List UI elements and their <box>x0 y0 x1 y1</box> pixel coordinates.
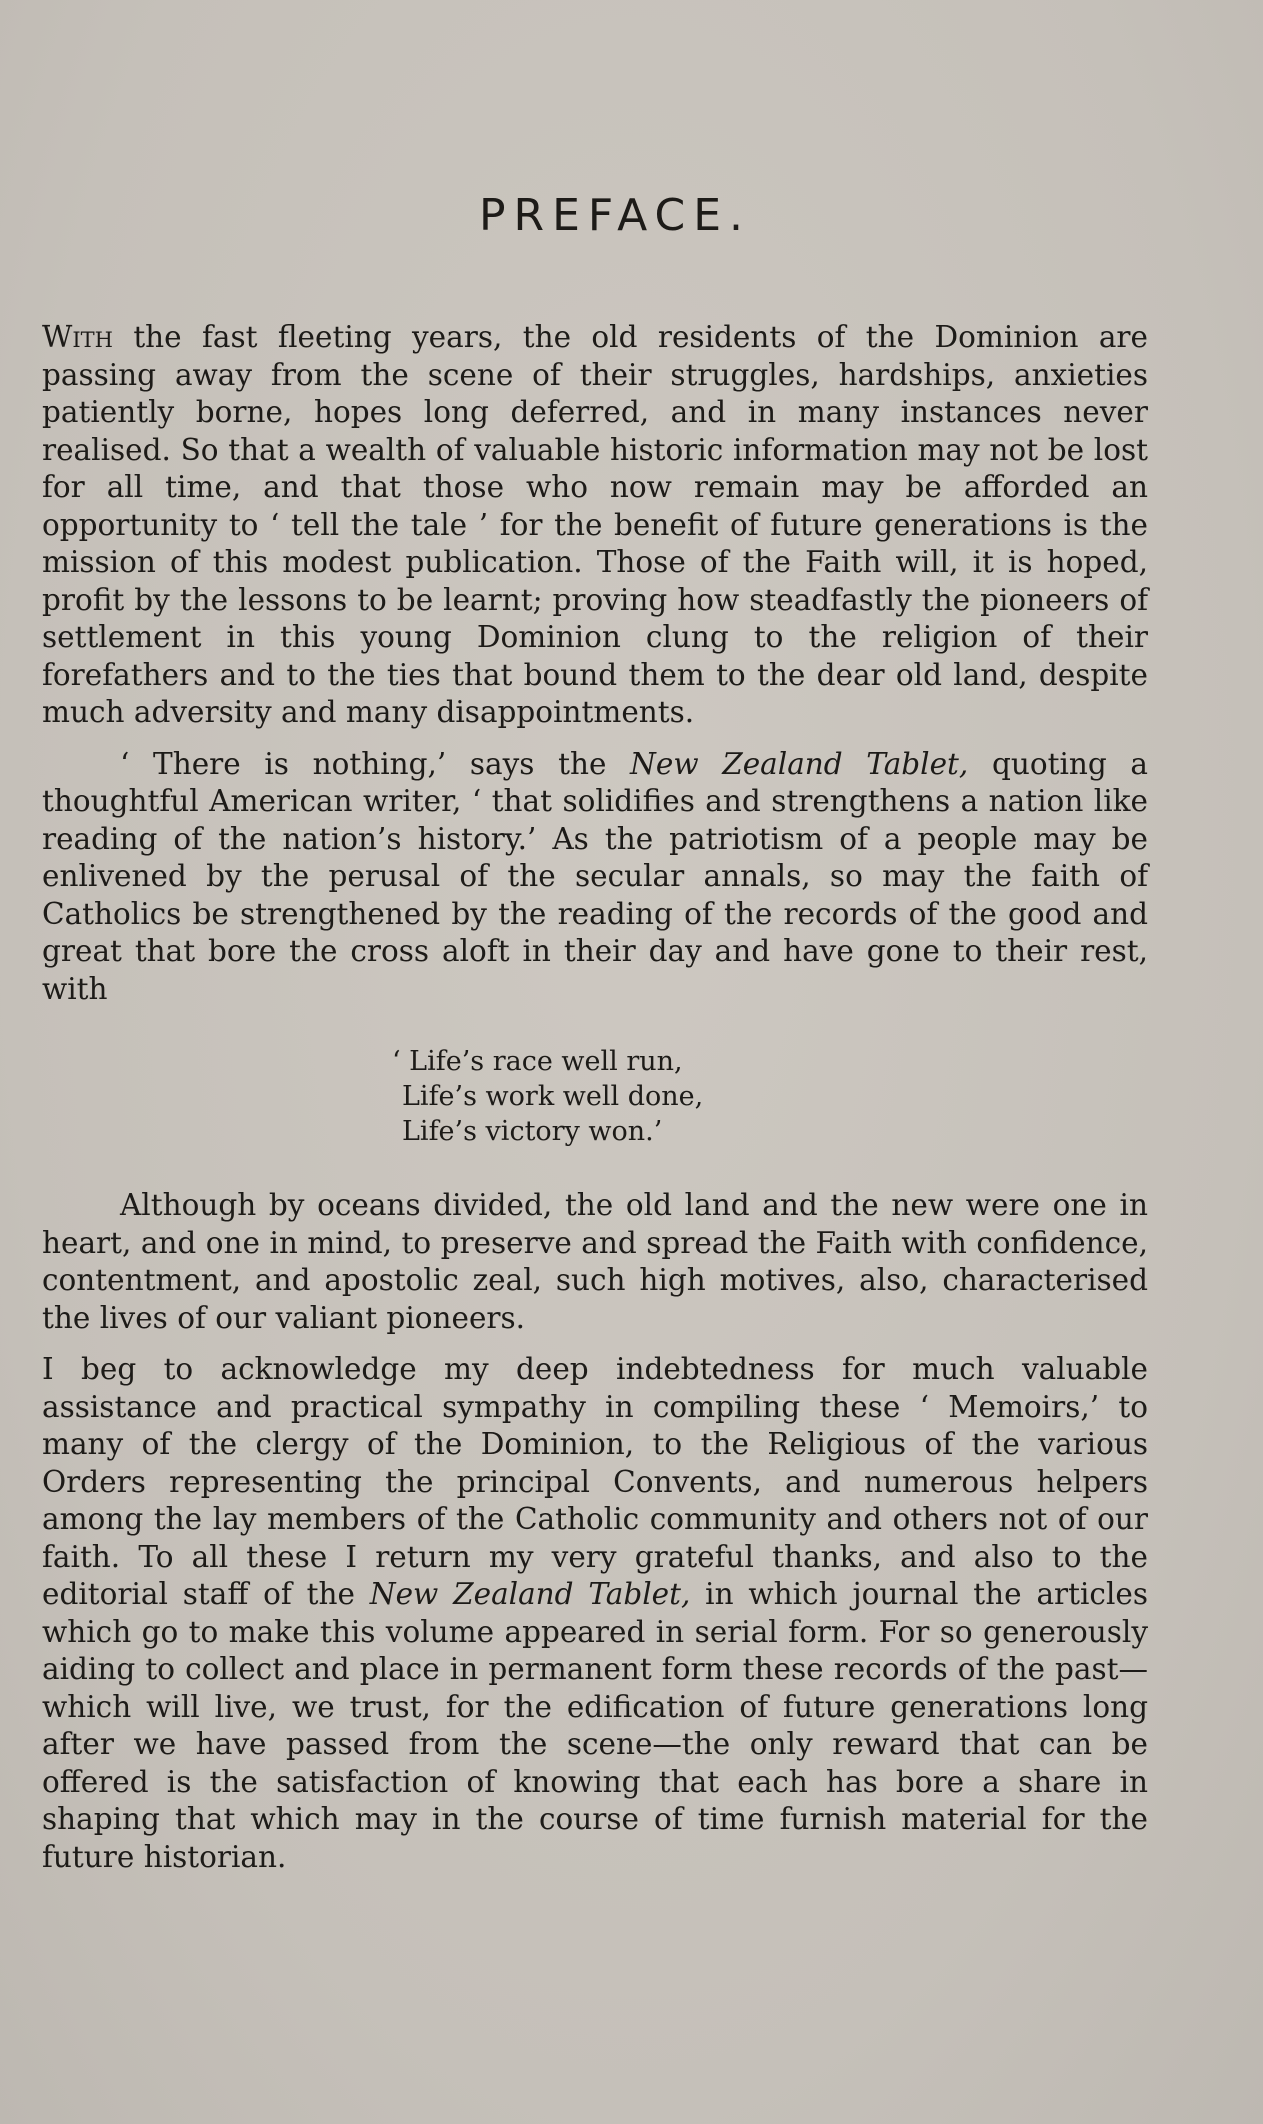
verse-line-3: Life’s victory won.’ <box>402 1116 663 1147</box>
paragraph-4-text-b: in which journal the articles which go to make this volume appeared in serial form. For so generously aiding to collect and place in permanent form these records of the past—which will live, we trust, for the edification of future generations long after we have passed from the scene—the only reward that can be offered is the satisfaction of knowing that each has bore a share in shaping that which may in the course of time furnish material for the future historian. <box>42 1577 1148 1874</box>
paragraph-4 <box>42 1351 1148 1876</box>
paragraph-4-italic-title: New Zealand Tablet, <box>369 1577 691 1611</box>
verse-line-1: ‘ Life’s race well run, <box>392 1046 683 1077</box>
paragraph-1 <box>42 319 1148 732</box>
verse-line-2: Life’s work well done, <box>402 1081 704 1112</box>
page-title: PREFACE. <box>478 190 751 241</box>
paragraph-2 <box>42 746 1148 1009</box>
paragraph-2-text-a: ‘ There is nothing,’ says the <box>120 746 631 781</box>
paragraph-2-text-b: quoting a thoughtful American writer, ‘ that solidifies and strengthens a nation like reading of the nation’s history.’ As the patriotism of a people may be enlivened by the perusal of the secular annals, so may the faith of Catholics be strengthened by the reading of the records of the good and great that bore the cross aloft in their day and have gone to their rest, with <box>42 746 1148 1006</box>
verse-quote <box>392 1044 1148 1149</box>
paragraph-3: Although by oceans divided, the old land and the new were one in heart, and one in mind, to preserve and spread the Faith with confidence, contentment, and apostolic zeal, such high motives, also, characterised the lives of our valiant pioneers. <box>42 1188 1148 1335</box>
paragraph-1-lead: With <box>42 320 113 354</box>
paragraph-4-text-a: I beg to acknowledge my deep indebtedness for much valuable assistance and practical sympathy in compiling these ‘ Memoirs,’ to many of the clergy of the Dominion, to the Religious of the various Orders representing the principal Convents, and numerous helpers among the lay members of the Catholic community and others not of our faith. To all these I return my very grateful thanks, and also to the editorial staff of the <box>42 1352 1148 1611</box>
paragraph-2-italic-title: New Zealand Tablet, <box>630 746 969 781</box>
paragraph-1-text: the fast fleeting years, the old residents of the Dominion are passing away from the scene of their struggles, hardships, anxieties patiently borne, hopes long deferred, and in many instances never realised. So that a wealth of valuable historic information may not be lost for all time, and that those who now remain may be afforded an opportunity to ‘ tell the tale ’ for the benefit of future generations is the mission of this modest publication. Those of the Faith will, it is hoped, profit by the lessons to be learnt; proving how steadfastly the pioneers of settlement in this young Dominion clung to the religion of their forefathers and to the ties that bound them to the dear old land, despite much adversity and many disappointments. <box>42 320 1148 729</box>
